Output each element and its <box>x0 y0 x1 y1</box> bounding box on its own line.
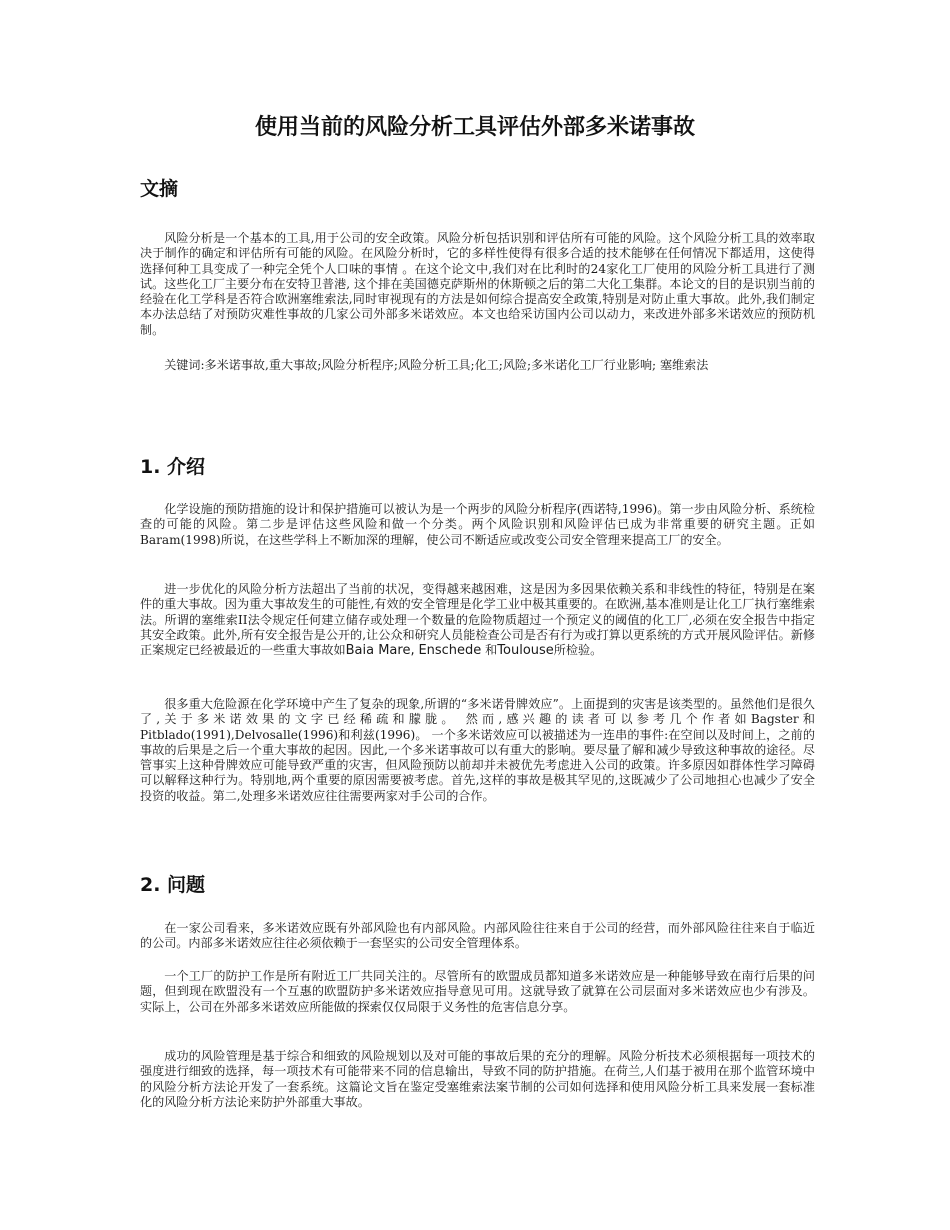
conjunction-and: 和 <box>485 643 498 658</box>
paragraph-2-end: 所检验。 <box>553 643 603 658</box>
place-enschede: Enschede <box>418 643 482 659</box>
section-2-paragraph-2: 一个工厂的防护工作是所有附近工厂共同关注的。尽管所有的欧盟成员都知道多米诺效应是一种能够导致在南行后果的问题，但到现在欧盟没有一个互惠的欧盟防护多米诺效应指导意见可用。这就导致了就算在公司层面对多米诺效应也少有涉及。实际上，公司在外部多米诺效应所能做的探索仅仅局限于义务性的危害信息分享。 <box>140 969 815 1014</box>
place-baia-mare: Baia Mare, <box>345 643 415 659</box>
section-1-paragraph-2 <box>140 582 815 658</box>
place-toulouse: Toulouse <box>497 643 554 659</box>
section-2-paragraph-1: 在一家公司看来，多米诺效应既有外部风险也有内部风险。内部风险往往来自于公司的经营，而外部风险往往来自于临近的公司。内部多米诺效应往往必须依赖于一套坚实的公司安全管理体系。 <box>140 921 815 951</box>
section-1-paragraph-3: 很多重大危险源在化学环境中产生了复杂的现象,所谓的“多米诺骨牌效应”。上面提到的灾害是该类型的。虽然他们是很久了,关于多米诺效果的文字已经稀疏和朦胧。 然而,感兴趣的读者可以参考几个作者如Bagster和Pitblado(1991),Delvosalle(1996)和利兹(1996)。 一个多米诺效应可以被描述为一连串的事件:在空间以及时间上，之前的事故的后果是之后一个重大事故的起因。因此,一个多米诺事故可以有重大的影响。要尽量了解和减少导致这种事故的途径。尽管事实上这种骨牌效应可能导致严重的灾害，但风险预防以前却并未被优先考虑进入公司的政策。许多原因如群体性学习障碍可以解释这种行为。特别地,两个重要的原因需要被考虑。首先,这样的事故是极其罕见的,这既减少了公司地担心也减少了安全投资的收益。第二,处理多米诺效应往往需要两家对手公司的合作。 <box>140 697 815 803</box>
section-2-heading: 2. 问题 <box>140 874 206 896</box>
section-2-paragraph-3: 成功的风险管理是基于综合和细致的风险规划以及对可能的事故后果的充分的理解。风险分析技术必须根据每一项技术的强度进行细致的选择，每一项技术有可能带来不同的信息输出，导致不同的防护措施。在荷兰,人们基于被用在那个监管环境中的风险分析方法论开发了一套系统。这篇论文旨在鉴定受塞维索法案节制的公司如何选择和使用风险分析工具来发展一套标准化的风险分析方法论来防护外部重大事故。 <box>140 1049 815 1109</box>
paper-title: 使用当前的风险分析工具评估外部多米诺事故 <box>254 115 695 140</box>
section-1-heading: 1. 介绍 <box>140 456 206 478</box>
keywords-line: 关键词:多米诺事故,重大事故;风险分析程序;风险分析工具;化工;风险;多米诺化工厂行业影响; 塞维索法 <box>164 358 709 372</box>
paragraph-2-text: 进一步优化的风险分析方法超出了当前的状况，变得越来越困难，这是因为多因果依赖关系和非线性的特征，特别是在案件的重大事故。因为重大事故发生的可能性,有效的安全管理是化学工业中极其重要的。在欧洲,基本准则是让化工厂执行塞维索法。所谓的塞维索II法令规定任何建立储存或处理一个数量的危险物质超过一个预定义的阈值的化工厂,必须在安全报告中指定其安全政策。此外,所有安全报告是公开的,让公众和研究人员能检查公司是否有行为或打算以更系统的方式开展风险评估。新修正案规定已经被最近的一些重大事故如 <box>140 582 815 658</box>
section-1-paragraph-1: 化学设施的预防措施的设计和保护措施可以被认为是一个两步的风险分析程序(西诺特,1996)。第一步由风险分析、系统检查的可能的风险。第二步是评估这些风险和做一个分类。两个风险识别和风险评估已成为非常重要的研究主题。正如Baram(1998)所说，在这些学科上不断加深的理解，使公司不断适应或改变公司安全管理来提高工厂的安全。 <box>140 502 815 547</box>
abstract-heading: 文摘 <box>140 178 179 200</box>
abstract-paragraph: 风险分析是一个基本的工具,用于公司的安全政策。风险分析包括识别和评估所有可能的风险。这个风险分析工具的效率取决于制作的确定和评估所有可能的风险。在风险分析时，它的多样性使得有很多合适的技术能够在任何情况下都适用，这使得选择何种工具变成了一种完全凭个人口味的事情 。在这个论文中,我们对在比利时的24家化工厂使用的风险分析工具进行了测试。这些化工厂主要分布在安特卫普港, 这个排在美国德克萨斯州的休斯顿之后的第二大化工集群。本论文的目的是识别当前的经验在化工学科是否符合欧洲塞维索法,同时审视现有的方法是如何综合提高安全政策,特别是对防止重大事故。此外,我们制定本办法总结了对预防灾难性事故的几家公司外部多米诺效应。本文也给采访国内公司以动力，来改进外部多米诺效应的预防机制。 <box>140 231 815 337</box>
